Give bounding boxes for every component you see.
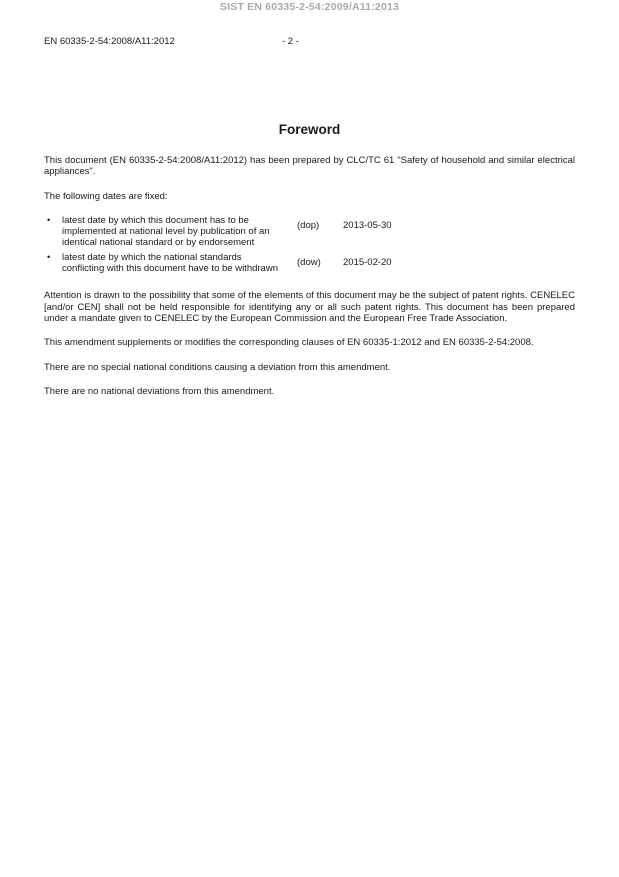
- paragraph-patent-notice: Attention is drawn to the possibility that some of the elements of this document may be the subject of patent rights. CENELEC [and/or CEN] shall not be held responsible for identifying any or all such patent rights. This document has been prepared under a mandate given to CENELEC by the European Commission and the European Free Trade Association.: [44, 290, 575, 324]
- paragraph-national-conditions: There are no special national conditions causing a deviation from this amendment.: [44, 361, 391, 373]
- standard-reference: EN 60335-2-54:2008/A11:2012: [44, 36, 175, 47]
- page-number: - 2 -: [282, 36, 299, 47]
- paragraph-dates-intro: The following dates are fixed:: [44, 190, 168, 202]
- paragraph-amendment-scope: This amendment supplements or modifies the corresponding clauses of EN 60335-1:2012 and EN 60335-2-54:2008.: [44, 337, 534, 349]
- paragraph-national-deviations: There are no national deviations from this amendment.: [44, 385, 275, 397]
- watermark-text: SIST EN 60335-2-54:2009/A11:2013: [219, 1, 400, 13]
- fixed-dates-list: [44, 215, 575, 274]
- document-body: [44, 155, 575, 410]
- date-abbreviation: (dow): [297, 256, 321, 268]
- paragraph-prepared-by: This document (EN 60335-2-54:2008/A11:2012) has been prepared by CLC/TC 61 "Safety of household and similar electrical appliances".: [44, 155, 575, 178]
- date-value: 2015-02-20: [343, 256, 392, 268]
- page-header: [44, 36, 575, 48]
- date-item-text: • latest date by which this document has to be implemented at national level by publication of an identical national standard or by endorsement: [44, 215, 284, 249]
- date-value: 2013-05-30: [343, 219, 392, 231]
- date-item-text: • latest date by which the national standards conflicting with this document have to be withdrawn: [44, 252, 284, 275]
- list-item-dop: [44, 215, 575, 249]
- section-title: Foreword: [278, 122, 341, 137]
- list-item-dow: [44, 252, 575, 275]
- date-abbreviation: (dop): [297, 219, 320, 231]
